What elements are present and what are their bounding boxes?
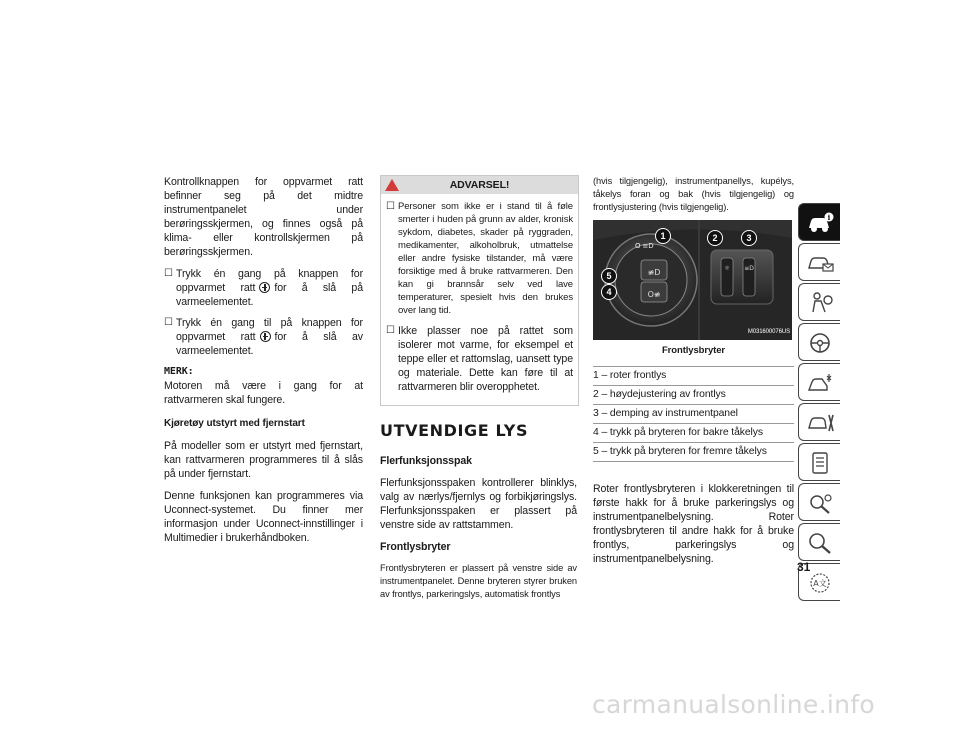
warning-box — [380, 175, 579, 406]
remote-start-subhead: Kjøretøy utstyrt med fjernstart — [164, 418, 305, 429]
callout-4: 4 — [601, 284, 617, 300]
car-info-icon — [807, 212, 835, 234]
multifunction-lever-paragraph: Flerfunksjonsspaken kontrollerer blinklys, valg av nærlys/fjernlys og forbikjøringslys. Flerfunksjonsspaken er plassert på venstre side av rattstammen. — [380, 477, 577, 531]
svg-text:O≢: O≢ — [647, 290, 661, 299]
callout-2: 2 — [707, 230, 723, 246]
checkbox-bullet-icon: ☐ — [164, 317, 173, 328]
headlight-continued-paragraph: (hvis tilgjengelig), instrumentpanellys, kupélys, tåkelys foran og bak (hvis tilgjengelig) og frontlysjustering (hvis tilgjengelig). — [593, 176, 794, 212]
headlight-switch-heading: Frontlysbryter — [380, 541, 451, 553]
checkbox-bullet-icon: ☐ — [386, 325, 395, 336]
section-heading: UTVENDIGE LYS — [380, 421, 529, 440]
magnifier-icon — [807, 532, 835, 554]
callout-3: 3 — [741, 230, 757, 246]
rotate-switch-paragraph: Roter frontlysbryteren i klokkeretningen til første hakk for å bruke parkeringslys og instrumentpanelbelysning. Roter frontlysbryteren til andre hakk for å bruke frontlys, parkeringslys og instrumentpanelbelysning. — [593, 483, 794, 565]
column-1 — [164, 175, 363, 553]
note-text: Motoren må være i gang for at rattvarmeren skal fungere. — [164, 380, 363, 406]
chapter-tab-car-info[interactable] — [798, 203, 840, 241]
chapter-tab-car-mail[interactable] — [798, 243, 840, 281]
column-2 — [380, 175, 577, 609]
remote-start-paragraph: På modeller som er utstyrt med fjernstart, kan rattvarmeren programmeres til å slås på under fjernstart. — [164, 440, 363, 480]
page-number: 31 — [797, 560, 811, 574]
svg-text:i: i — [827, 213, 831, 222]
warning-item: ☐ Personer som ikke er i stand til å føle smerter i huden på grunn av alder, kronisk sykdom, diabetes, skader på ryggraden, medikamenter, alkoholbruk, utmattelse eller andre fysiske tilstander, må være forsiktige med å bruke rattvarmeren. Den kan gi brannsår selv ved lave temperaturer, spesielt hvis den brukes over lang tid. — [386, 201, 573, 316]
warning-body — [381, 194, 578, 405]
legend-item: 5 – trykk på bryteren for fremre tåkelys — [593, 442, 794, 462]
headlight-switch-paragraph: Frontlysbryteren er plassert på venstre side av instrumentpanelet. Denne bryteren styrer bruken av frontlys, parkeringslys, automatisk frontlys — [380, 563, 577, 599]
chapter-tab-steering-wheel[interactable] — [798, 323, 840, 361]
uconnect-paragraph: Denne funksjonen kan programmeres via Uconnect-systemet. Du finner mer informasjon under Uconnect-innstillinger i Multimedier i brukerhåndboken. — [164, 490, 363, 544]
legend-item: 3 – demping av instrumentpanel — [593, 404, 794, 423]
note-label: MERK: — [164, 366, 194, 377]
car-mail-icon — [807, 252, 835, 274]
svg-text:☼: ☼ — [724, 265, 730, 272]
warning-title: ADVARSEL! — [449, 179, 510, 191]
car-tools-icon — [807, 412, 835, 434]
callout-5: 5 — [601, 268, 617, 284]
heated-steering-icon — [260, 331, 271, 342]
intro-paragraph: Kontrollknappen for oppvarmet ratt befinner seg på det midtre instrumentpanelet under berøringsskjermen, og finnes også på klima- eller kontrollskjermen på berøringsskjermen. — [164, 176, 363, 258]
steering-wheel-icon — [807, 332, 835, 354]
svg-text:≢D: ≢D — [647, 268, 661, 277]
watermark: carmanualsonline.info — [592, 690, 875, 719]
headlight-switch-figure — [593, 220, 792, 340]
callout-1: 1 — [655, 228, 671, 244]
chapter-tab-document-list[interactable] — [798, 443, 840, 481]
document-list-icon — [807, 452, 835, 474]
legend-item: 4 – trykk på bryteren for bakre tåkelys — [593, 423, 794, 442]
heated-steering-icon — [259, 282, 270, 293]
checkbox-bullet-icon: ☐ — [386, 201, 395, 212]
chapter-tab-car-tools[interactable] — [798, 403, 840, 441]
svg-text:A文: A文 — [813, 579, 827, 588]
car-crash-icon — [807, 372, 835, 394]
svg-text:O ≡D: O ≡D — [635, 242, 654, 250]
chapter-tab-magnifier[interactable] — [798, 523, 840, 561]
warning-item: ☐ Ikke plasser noe på rattet som isolerer mot varme, for eksempel et teppe eller et rattomslag, uansett type og materiale. Dette kan føre til at rattvarmeren blir overopphetet. — [386, 325, 573, 393]
warning-header — [381, 176, 578, 194]
svg-text:≡D: ≡D — [744, 265, 754, 272]
multifunction-lever-heading: Flerfunksjonsspak — [380, 455, 472, 467]
bullet-item: ☐ Trykk én gang på knappen for oppvarmet ratt for å slå på varmeelementet. — [164, 268, 363, 308]
figure-id: M031600076US — [747, 329, 790, 335]
figure-caption: Frontlysbryter — [661, 345, 725, 356]
headlight-switch-illustration — [593, 220, 792, 340]
chapter-tab-wrench-gear[interactable] — [798, 483, 840, 521]
legend-item: 2 – høydejustering av frontlys — [593, 385, 794, 404]
chapter-tab-car-crash[interactable] — [798, 363, 840, 401]
wrench-gear-icon — [807, 492, 835, 514]
bullet-item: ☐ Trykk én gang til på knappen for oppvarmet ratt for å slå av varmeelementet. — [164, 317, 363, 357]
seat-airbag-icon — [807, 292, 835, 314]
column-3 — [593, 175, 794, 574]
language-icon — [807, 572, 835, 594]
chapter-tab-seat-airbag[interactable] — [798, 283, 840, 321]
legend-item: 1 – roter frontlys — [593, 366, 794, 385]
checkbox-bullet-icon: ☐ — [164, 268, 173, 279]
